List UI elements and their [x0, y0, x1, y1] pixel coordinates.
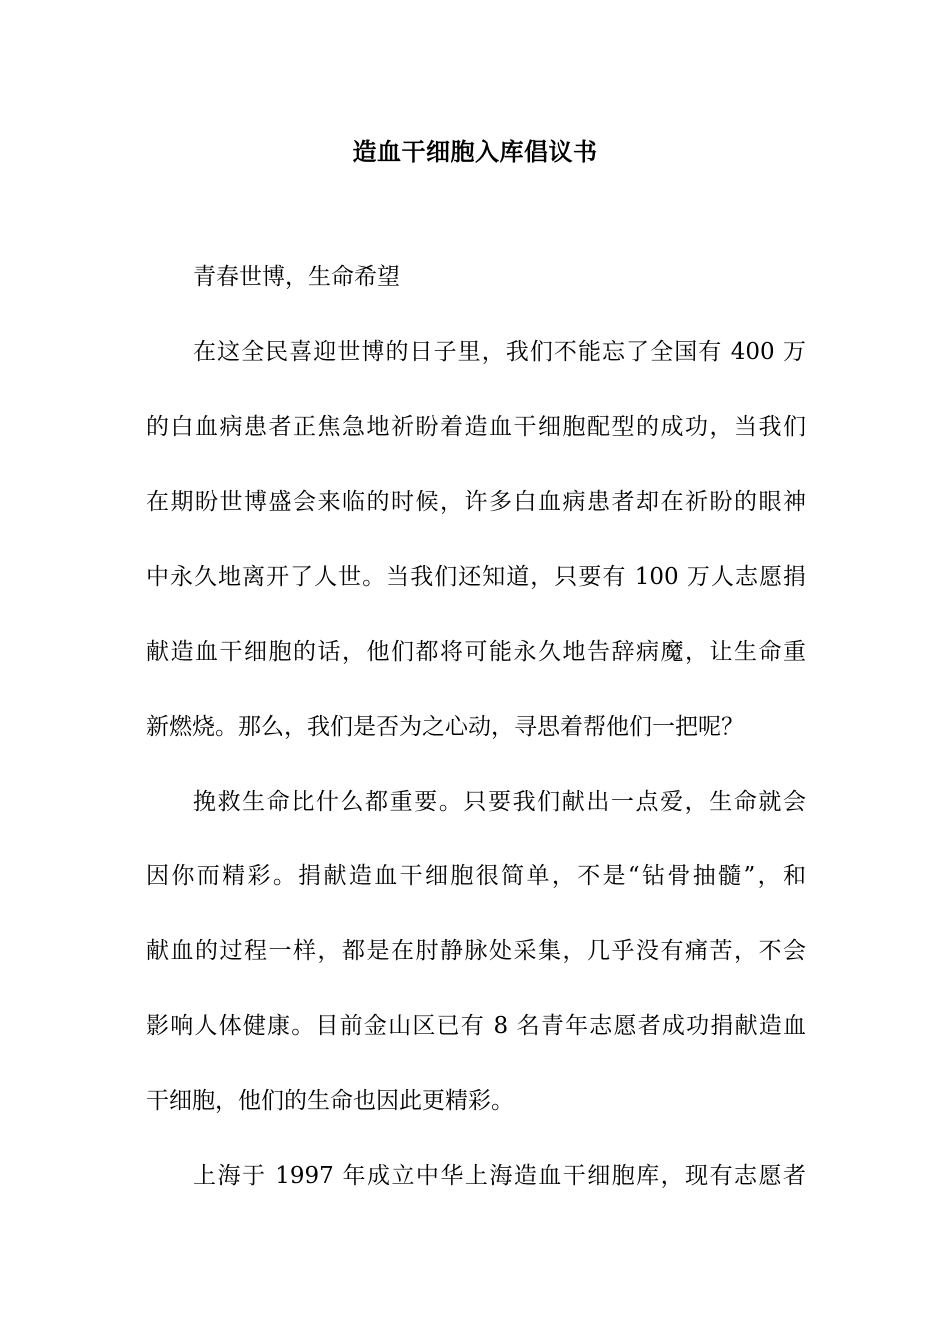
paragraph-1-line-6: 新燃烧。那么，我们是否为之心动，寻思着帮他们一把呢？ [146, 714, 744, 740]
paragraph-3-line-1: 上海于 1997 年成立中华上海造血干细胞库，现有志愿者 [193, 1163, 806, 1189]
document-subtitle: 青春世博，生命希望 [193, 264, 400, 290]
paragraph-1-line-1: 在这全民喜迎世博的日子里，我们不能忘了全国有 400 万 [193, 339, 806, 365]
document-title: 造血干细胞入库倡议书 [352, 137, 598, 166]
paragraph-1-line-2: 的白血病患者正焦急地祈盼着造血干细胞配型的成功，当我们 [146, 414, 806, 440]
paragraph-2-line-4: 影响人体健康。目前金山区已有 8 名青年志愿者成功捐献造血 [146, 1013, 806, 1039]
paragraph-2-line-5: 干细胞，他们的生命也因此更精彩。 [146, 1088, 514, 1114]
paragraph-1-line-3: 在期盼世博盛会来临的时候，许多白血病患者却在祈盼的眼神 [146, 489, 806, 515]
paragraph-1-line-4: 中永久地离开了人世。当我们还知道，只要有 100 万人志愿捐 [146, 564, 806, 590]
paragraph-2-line-1: 挽救生命比什么都重要。只要我们献出一点爱，生命就会 [193, 789, 806, 815]
paragraph-2-line-3: 献血的过程一样，都是在肘静脉处采集，几乎没有痛苦，不会 [146, 938, 806, 964]
paragraph-2-line-2: 因你而精彩。捐献造血干细胞很简单，不是“钻骨抽髓”，和 [146, 863, 806, 889]
paragraph-1-line-5: 献造血干细胞的话，他们都将可能永久地告辞病魔，让生命重 [146, 639, 806, 665]
